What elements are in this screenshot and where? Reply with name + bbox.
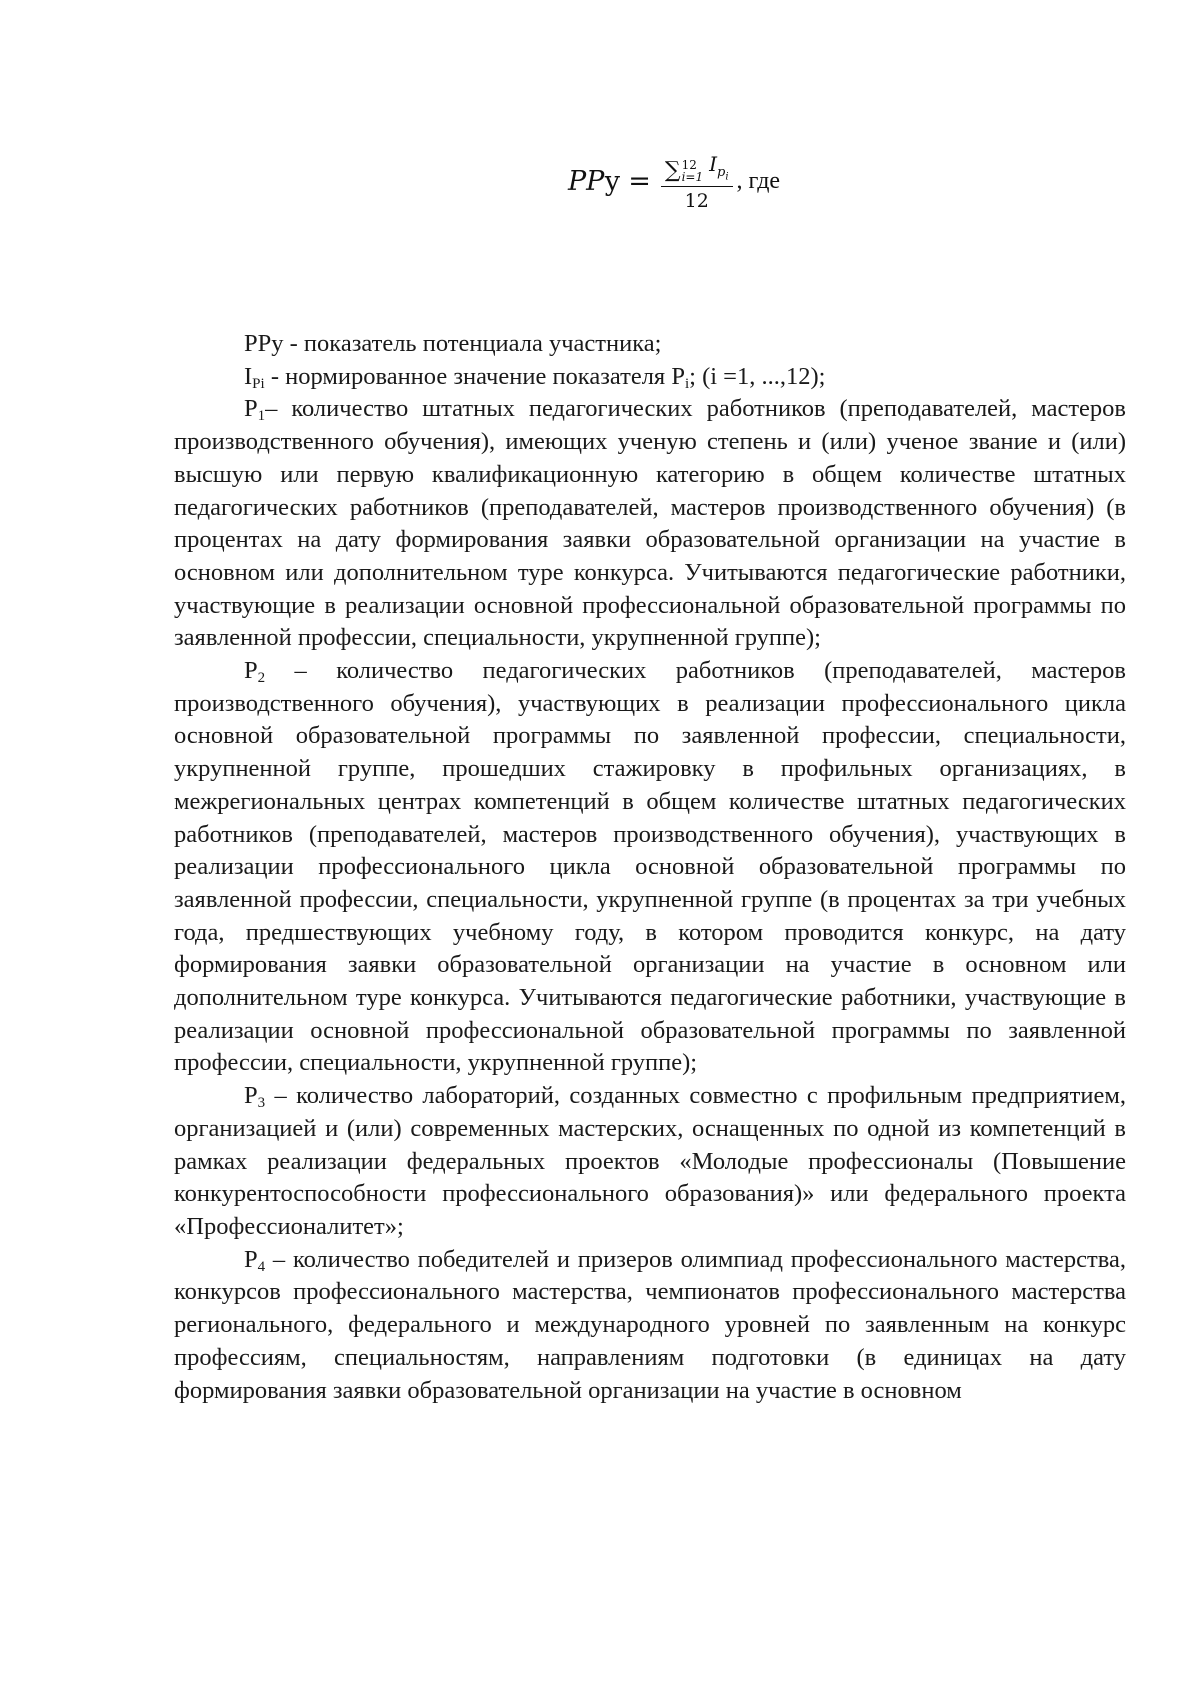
formula: [568, 152, 780, 212]
term-sub: p: [717, 165, 726, 180]
definition-symbol: P: [244, 1082, 258, 1110]
definition-tail-sub: i: [684, 375, 690, 392]
formula-lhs: [568, 166, 620, 197]
definition-symbol: PPу: [244, 330, 284, 357]
definition-p2: [174, 655, 1126, 1080]
formula-equals: =: [628, 166, 651, 198]
definition-text: - нормированное значение показателя P: [264, 362, 685, 390]
definition-symbol: P: [244, 395, 258, 423]
sum-lower-limit: i=1: [681, 169, 704, 184]
definition-symbol-sub: Pi: [252, 375, 265, 392]
definition-text: – количество лабораторий, созданных совместно с профильным предприятием, организацией и (или) современных мастерских, оснащенных по одной из компетенций в рамках реализации федеральных проектов «Молодые профессионалы (Повышение конкурентоспособности профессионального образования)» или федерального проекта «Профессионалитет»;: [174, 1082, 1126, 1240]
definition-symbol-sub: 2: [257, 670, 266, 687]
definition-p3: [174, 1080, 1126, 1244]
formula-denominator: 12: [684, 189, 709, 212]
formula-term: [709, 152, 728, 183]
definition-ppu: [174, 328, 1126, 361]
formula-lhs-sub: у: [604, 166, 621, 198]
definition-text: – количество победителей и призеров олимпиад профессионального мастерства, конкурсов профессионального мастерства, чемпионатов профессионального мастерства регионального, федерального и международного уровней по заявленным на конкурс профессиям, специальностям, направлениям подготовки (в единицах на дату формирования заявки образовательной организации на участие в основном: [174, 1245, 1126, 1404]
definition-symbol: P: [244, 657, 258, 685]
definition-text: - показатель потенциала участника;: [283, 330, 662, 357]
sum-symbol: ∑: [664, 157, 681, 183]
formula-suffix: , где: [736, 168, 781, 195]
definition-text: – количество штатных педагогических работников (преподавателей, мастеров производственного обучения), имеющих ученую степень и (или) ученое звание и (или) высшую или первую квалификационную категорию в общем количестве штатных педагогических работников (преподавателей, мастеров производственного обучения) (в процентах на дату формирования заявки образовательной организации на участие в основном или дополнительном туре конкурса. Учитываются педагогические работники, участвующие в реализации основной профессиональной образовательной программы по заявленной профессии, специальности, укрупненной группе);: [174, 395, 1126, 652]
definition-symbol: I: [244, 362, 253, 390]
definition-p1: [174, 393, 1126, 655]
definition-text: – количество педагогических работников (преподавателей, мастеров производственного обучения), участвующих в реализации профессионального цикла основной образовательной программы по заявленной профессии, специальности, укрупненной группе, прошедших стажировку в профильных организациях, в межрегиональных центрах компетенций в общем количестве штатных педагогических работников (преподавателей, мастеров производственного обучения), участвующих в реализации профессионального цикла основной образовательной программы по заявленной профессии, специальности, укрупненной группе (в процентах за три учебных года, предшествующих учебному году, в котором проводится конкурс, на дату формирования заявки образовательной организации на участие в основном или дополнительном туре конкурса. Учитываются педагогические работники, участвующие в реализации основной профессиональной образовательной программы по заявленной профессии, специальности, укрупненной группе);: [174, 657, 1126, 1077]
definitions-body: [174, 328, 1126, 1407]
definition-p4: [174, 1244, 1126, 1408]
term-var: I: [709, 152, 718, 176]
definition-symbol: P: [244, 1245, 258, 1273]
definition-symbol-sub: 1: [257, 408, 266, 425]
formula-sum: [665, 159, 703, 183]
definition-symbol-sub: 3: [257, 1095, 266, 1112]
sum-upper-limit: 12: [681, 157, 697, 172]
sum-limits: [682, 159, 704, 183]
formula-numerator: [661, 152, 733, 187]
definition-symbol-sub: 4: [257, 1258, 266, 1275]
definition-tail: ; (i =1, ...,12);: [689, 362, 826, 390]
term-subsub: i: [725, 171, 729, 183]
formula-fraction: [661, 152, 733, 212]
definition-ipi: [174, 361, 1126, 394]
formula-lhs-var: PP: [568, 166, 605, 198]
